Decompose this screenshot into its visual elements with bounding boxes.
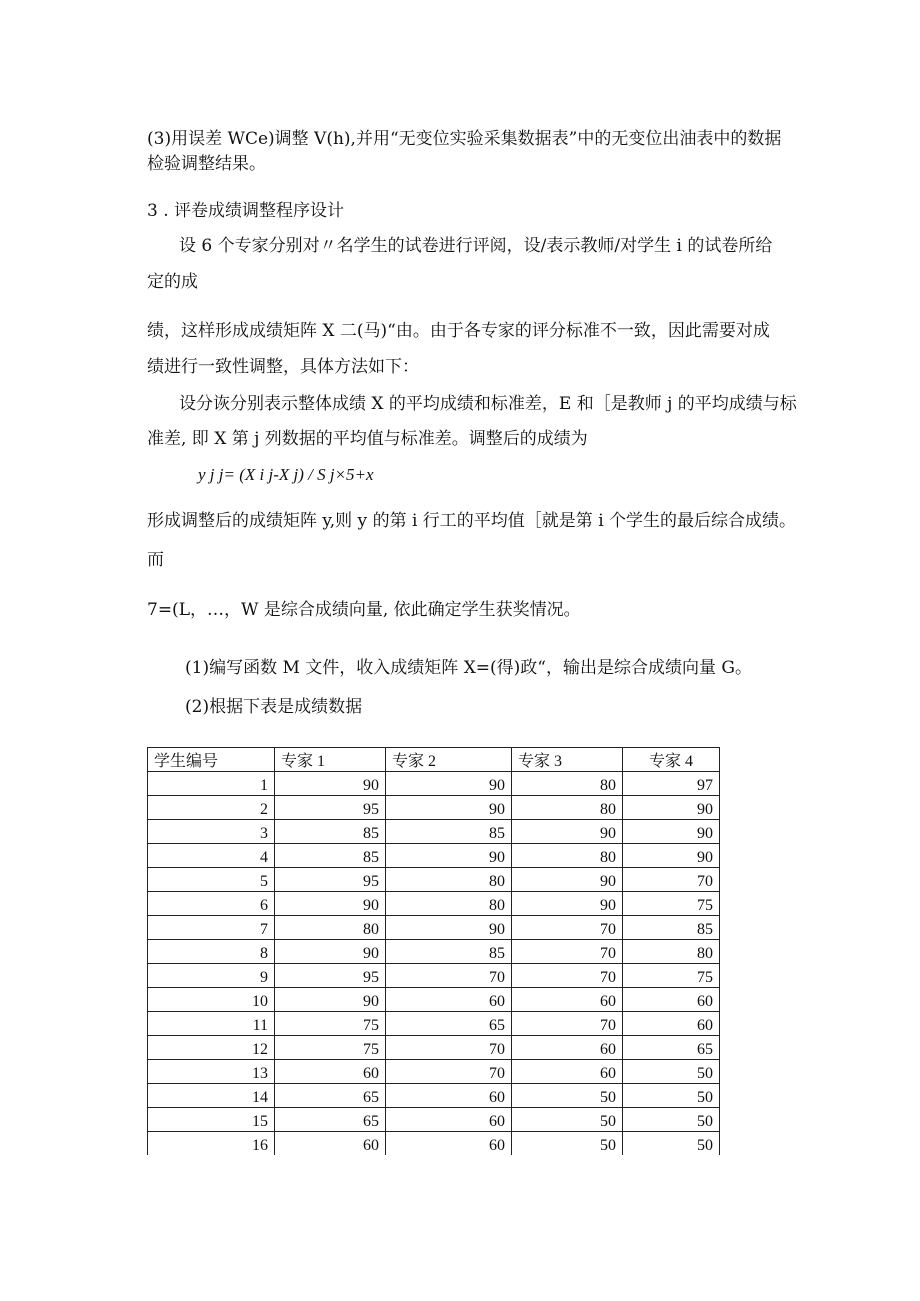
paragraph-line-6: 绩进行一致性调整，具体方法如下：	[147, 357, 419, 377]
cell-score: 70	[386, 1060, 512, 1084]
header-student-id: 学生编号	[148, 748, 275, 772]
cell-student-id: 15	[148, 1108, 275, 1132]
cell-score: 60	[386, 988, 512, 1012]
paragraph-line-5: 绩，这样形成成绩矩阵 X 二(马)“由。由于各专家的评分标准不一致，因此需要对成	[147, 321, 770, 341]
cell-score: 70	[512, 916, 623, 940]
paragraph-line-8: 准差, 即 X 第 j 列数据的平均值与标准差。调整后的成绩为	[147, 429, 588, 449]
paragraph-line-3: 设 6 个专家分别对〃名学生的试卷进行评阅，设/表示教师/对学生 i 的试卷所给	[179, 236, 773, 256]
cell-student-id: 4	[148, 844, 275, 868]
cell-student-id: 13	[148, 1060, 275, 1084]
table-row	[148, 964, 720, 988]
cell-score: 60	[275, 1132, 386, 1156]
header-expert-2: 专家 2	[386, 748, 512, 772]
cell-score: 65	[275, 1108, 386, 1132]
table-row	[148, 1060, 720, 1084]
table-row	[148, 844, 720, 868]
cell-student-id: 9	[148, 964, 275, 988]
table-row	[148, 796, 720, 820]
cell-score: 70	[512, 1012, 623, 1036]
table-row	[148, 916, 720, 940]
cell-score: 85	[275, 844, 386, 868]
paragraph-line-7: 设分诙分别表示整体成绩 X 的平均成绩和标准差，E 和［是教师 j 的平均成绩与标	[179, 394, 797, 414]
cell-score: 90	[386, 844, 512, 868]
cell-score: 90	[275, 892, 386, 916]
cell-score: 75	[623, 892, 720, 916]
cell-score: 90	[386, 916, 512, 940]
cell-score: 50	[623, 1108, 720, 1132]
cell-score: 97	[623, 772, 720, 796]
paragraph-line-10: 而	[147, 550, 164, 570]
table-row	[148, 820, 720, 844]
table-row	[148, 892, 720, 916]
table-row	[148, 1012, 720, 1036]
cell-score: 90	[512, 892, 623, 916]
table-row	[148, 772, 720, 796]
cell-score: 60	[623, 988, 720, 1012]
cell-score: 90	[512, 868, 623, 892]
cell-student-id: 14	[148, 1084, 275, 1108]
cell-score: 85	[386, 940, 512, 964]
cell-score: 70	[512, 940, 623, 964]
cell-score: 50	[512, 1108, 623, 1132]
cell-score: 60	[512, 988, 623, 1012]
cell-score: 70	[623, 868, 720, 892]
cell-score: 60	[512, 1060, 623, 1084]
cell-score: 75	[275, 1012, 386, 1036]
section-heading: 3 . 评卷成绩调整程序设计	[147, 201, 345, 221]
cell-student-id: 7	[148, 916, 275, 940]
cell-score: 80	[386, 868, 512, 892]
paragraph-line-4: 定的成	[147, 272, 198, 292]
cell-score: 60	[386, 1132, 512, 1156]
cell-score: 70	[386, 964, 512, 988]
cell-score: 60	[386, 1108, 512, 1132]
cell-score: 90	[512, 820, 623, 844]
cell-student-id: 3	[148, 820, 275, 844]
table-row	[148, 1084, 720, 1108]
cell-score: 60	[623, 1012, 720, 1036]
cell-score: 75	[623, 964, 720, 988]
adjustment-formula: y j j= (X i j-X j) / S j×5+x	[198, 465, 374, 484]
cell-score: 75	[275, 1036, 386, 1060]
cell-score: 60	[386, 1084, 512, 1108]
cell-score: 65	[275, 1084, 386, 1108]
cell-score: 60	[275, 1060, 386, 1084]
cell-score: 80	[512, 844, 623, 868]
header-expert-3: 专家 3	[512, 748, 623, 772]
score-table	[147, 747, 720, 1155]
paragraph-line-2: 检验调整结果。	[147, 154, 266, 174]
cell-score: 85	[623, 916, 720, 940]
cell-score: 90	[275, 772, 386, 796]
cell-score: 90	[623, 796, 720, 820]
paragraph-line-13: (2)根据下表是成绩数据	[185, 697, 363, 717]
paragraph-line-1: (3)用误差 WCe)调整 V(h),并用“无变位实验采集数据表”中的无变位出油表中的数据	[147, 129, 782, 149]
cell-score: 95	[275, 868, 386, 892]
cell-student-id: 6	[148, 892, 275, 916]
table-row	[148, 1108, 720, 1132]
cell-score: 50	[623, 1060, 720, 1084]
cell-student-id: 2	[148, 796, 275, 820]
table-header-row	[148, 748, 720, 772]
cell-student-id: 12	[148, 1036, 275, 1060]
table-row	[148, 940, 720, 964]
cell-score: 70	[386, 1036, 512, 1060]
cell-score: 90	[275, 940, 386, 964]
cell-score: 90	[623, 844, 720, 868]
cell-score: 95	[275, 964, 386, 988]
cell-student-id: 1	[148, 772, 275, 796]
cell-score: 65	[386, 1012, 512, 1036]
cell-score: 90	[275, 988, 386, 1012]
cell-score: 80	[623, 940, 720, 964]
table-row	[148, 1036, 720, 1060]
cell-score: 85	[275, 820, 386, 844]
cell-student-id: 11	[148, 1012, 275, 1036]
cell-score: 80	[512, 772, 623, 796]
cell-score: 90	[623, 820, 720, 844]
cell-score: 85	[386, 820, 512, 844]
cell-student-id: 5	[148, 868, 275, 892]
cell-score: 50	[512, 1084, 623, 1108]
cell-score: 80	[512, 796, 623, 820]
paragraph-line-11: 7=(L，…，W 是综合成绩向量, 依此确定学生获奖情况。	[147, 600, 581, 620]
header-expert-4: 专家 4	[623, 748, 720, 772]
header-expert-1: 专家 1	[275, 748, 386, 772]
cell-score: 60	[512, 1036, 623, 1060]
table-row	[148, 988, 720, 1012]
cell-score: 80	[386, 892, 512, 916]
table-row	[148, 1132, 720, 1156]
cell-student-id: 16	[148, 1132, 275, 1156]
table-row	[148, 868, 720, 892]
cell-score: 90	[386, 772, 512, 796]
cell-score: 50	[623, 1084, 720, 1108]
cell-score: 80	[275, 916, 386, 940]
cell-score: 50	[512, 1132, 623, 1156]
cell-score: 70	[512, 964, 623, 988]
cell-score: 95	[275, 796, 386, 820]
paragraph-line-12: (1)编写函数 M 文件，收入成绩矩阵 X=(得)政“，输出是综合成绩向量 G。	[185, 658, 752, 678]
cell-student-id: 10	[148, 988, 275, 1012]
cell-score: 50	[623, 1132, 720, 1156]
cell-score: 65	[623, 1036, 720, 1060]
paragraph-line-9: 形成调整后的成绩矩阵 y,则 y 的第 i 行工的平均值［就是第 i 个学生的最后综合成绩。	[147, 511, 797, 531]
cell-student-id: 8	[148, 940, 275, 964]
cell-score: 90	[386, 796, 512, 820]
